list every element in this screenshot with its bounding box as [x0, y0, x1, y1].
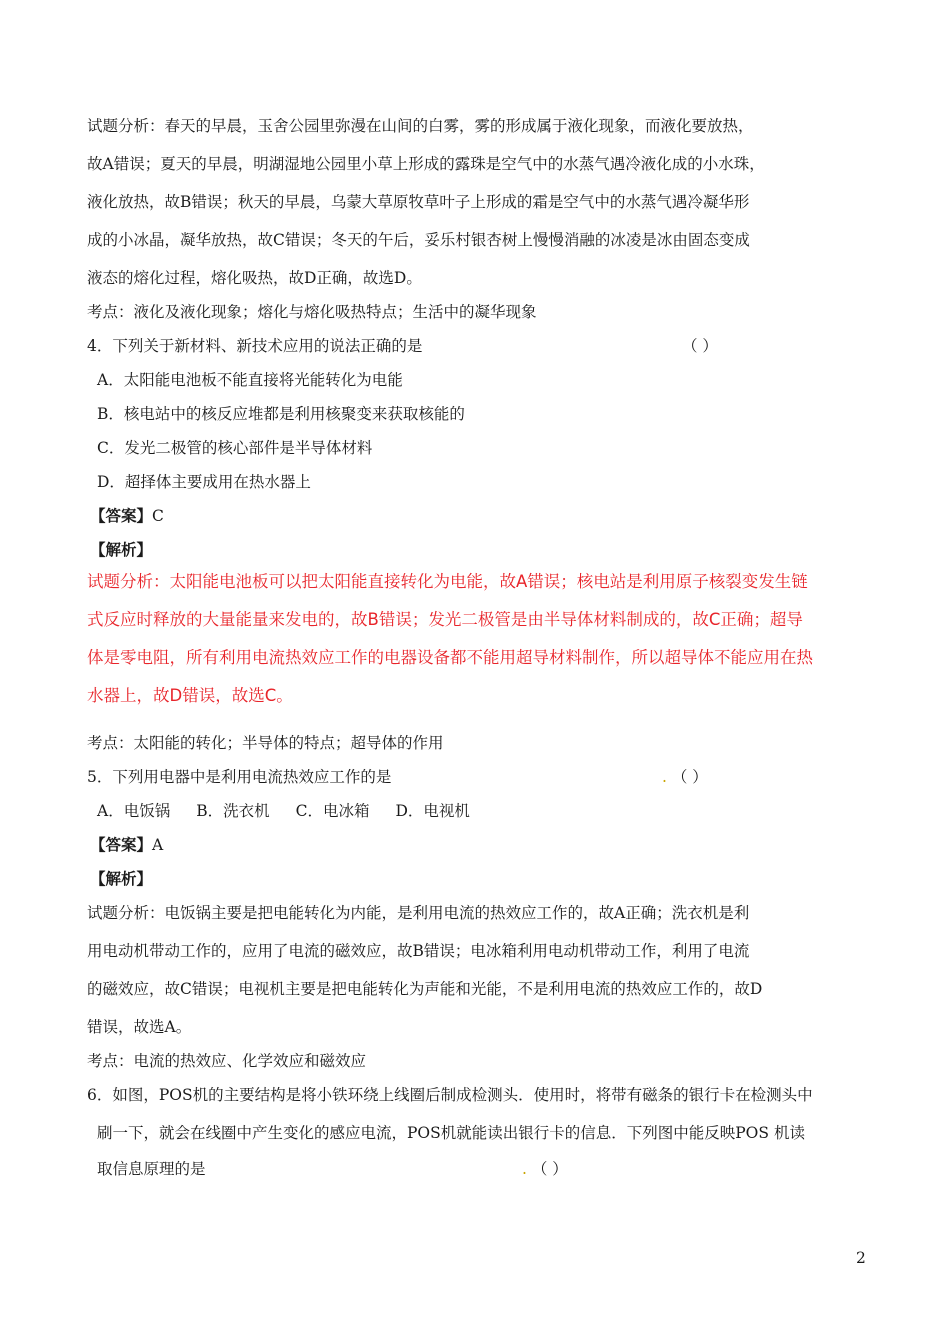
- q5-option-b: B．洗衣机: [196, 802, 270, 820]
- q4-analysis-tag: 【解析】: [90, 540, 153, 559]
- q5-dot: .: [662, 768, 667, 786]
- q5-answer: [90, 835, 163, 855]
- q5-analysis-line-1: 试题分析：电饭锅主要是把电能转化为内能，是利用电流的热效应工作的，故A正确；洗衣机是利: [87, 904, 750, 922]
- q4-analysis-line-2: 式反应时释放的大量能量来发电的，故B错误；发光二极管是由半导体材料制成的，故C正确；超导: [87, 610, 803, 629]
- q6-stem-line-1: 6．如图，POS机的主要结构是将小铁环绕上线圈后制成检测头．使用时，将带有磁条的银行卡在检测头中: [87, 1086, 813, 1104]
- q3-analysis-line-3: 液化放热，故B错误；秋天的早晨，乌蒙大草原牧草叶子上形成的霜是空气中的水蒸气遇冷凝华形: [87, 193, 750, 211]
- q6-bracket: （ ）: [531, 1160, 568, 1178]
- q4-analysis-line-1: 试题分析：太阳能电池板可以把太阳能直接转化为电能，故A错误；核电站是利用原子核裂变发生链: [87, 572, 808, 591]
- q5-analysis-line-2: 用电动机带动工作的，应用了电流的磁效应，故B错误；电冰箱利用电动机带动工作，利用了电流: [87, 942, 750, 960]
- q3-analysis-line-1: 试题分析：春天的早晨，玉舍公园里弥漫在山间的白雾，雾的形成属于液化现象，而液化要放热，: [87, 117, 754, 135]
- q5-analysis-line-3: 的磁效应，故C错误；电视机主要是把电能转化为声能和光能，不是利用电流的热效应工作的，故D: [87, 980, 763, 998]
- q3-kaodian: 考点：液化及液化现象；熔化与熔化吸热特点；生活中的凝华现象: [87, 303, 537, 321]
- page-number: 2: [856, 1249, 866, 1267]
- q5-answer-value: A: [152, 836, 164, 854]
- q4-answer-tag: 【答案】: [90, 506, 153, 525]
- q4-option-c: C．发光二极管的核心部件是半导体材料: [97, 439, 373, 457]
- q4-analysis-line-4: 水器上，故D错误，故选C。: [87, 686, 293, 705]
- q5-analysis-tag: 【解析】: [90, 869, 153, 888]
- q4-answer-value: C: [152, 507, 164, 525]
- q6-dot: .: [522, 1160, 527, 1178]
- q5-answer-tag: 【答案】: [90, 835, 153, 854]
- q5-option-a: A．电饭锅: [97, 802, 171, 820]
- q5-analysis-line-4: 错误，故选A。: [87, 1018, 192, 1036]
- q4-analysis-line-3: 体是零电阻，所有利用电流热效应工作的电器设备都不能用超导材料制作，所以超导体不能应用在热: [87, 648, 813, 667]
- q5-option-c: C．电冰箱: [295, 802, 370, 820]
- q4-answer: [90, 506, 164, 526]
- q4-option-b: B．核电站中的核反应堆都是利用核聚变来获取核能的: [97, 405, 465, 423]
- q5-bracket: （ ）: [671, 768, 708, 786]
- q6-stem-line-2: 刷一下，就会在线圈中产生变化的感应电流，POS机就能读出银行卡的信息．下列图中能反映POS 机读: [97, 1124, 805, 1142]
- q3-analysis-line-4: 成的小冰晶，凝华放热，故C错误；冬天的午后，妥乐村银杏树上慢慢消融的冰凌是冰由固态变成: [87, 231, 750, 249]
- q5-option-d: D．电视机: [395, 802, 470, 820]
- q4-option-d: D．超择体主要成用在热水器上: [97, 473, 311, 491]
- q3-analysis-line-2: 故A错误；夏天的早晨，明湖湿地公园里小草上形成的露珠是空气中的水蒸气遇冷液化成的小水珠，: [87, 155, 765, 173]
- q6-answer-bracket: [522, 1159, 568, 1179]
- q5-kaodian: 考点：电流的热效应、化学效应和磁效应: [87, 1052, 367, 1070]
- q4-kaodian: 考点：太阳能的转化；半导体的特点；超导体的作用: [87, 734, 444, 752]
- q4-option-a: A．太阳能电池板不能直接将光能转化为电能: [97, 371, 403, 389]
- q3-analysis-line-5: 液态的熔化过程，熔化吸热，故D正确，故选D。: [87, 269, 422, 287]
- q5-answer-bracket: [662, 767, 708, 787]
- q5-options: [97, 801, 496, 821]
- q5-stem: 5．下列用电器中是利用电流热效应工作的是: [87, 768, 392, 786]
- q6-stem-line-3: 取信息原理的是: [97, 1160, 206, 1178]
- q4-answer-bracket: （ ）: [682, 337, 718, 355]
- q4-stem: 4．下列关于新材料、新技术应用的说法正确的是: [87, 337, 423, 355]
